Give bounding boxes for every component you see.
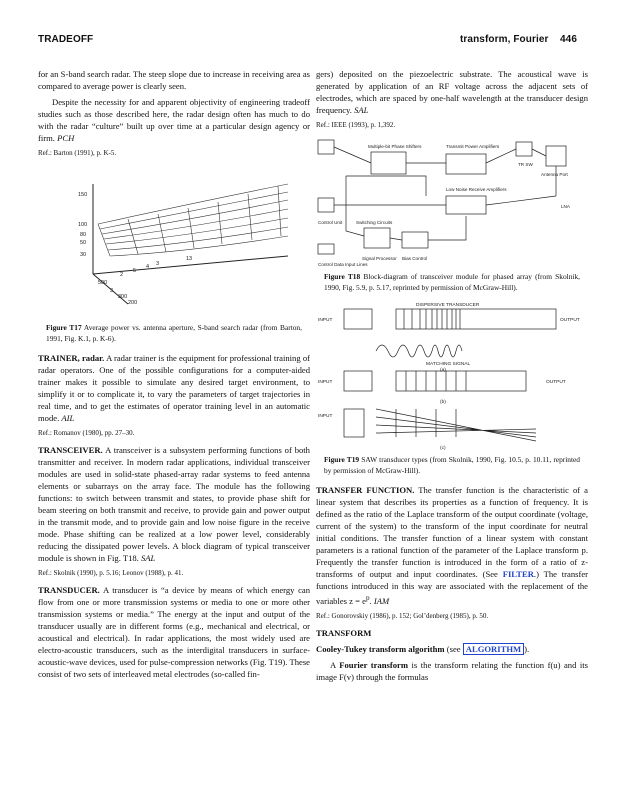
left-column (38, 68, 310, 684)
figure-t17-plot (38, 164, 310, 319)
author-initials: SAL (140, 553, 156, 563)
axis-label: 3 (156, 261, 160, 267)
running-head-title: transform, Fourier (460, 34, 549, 45)
entry-term: TRANSCEIVER. (38, 445, 103, 455)
caption-text: SAW transducer types (from Skolnik, 1990, Fig. 10.5, p. 10.11, reprinted by permission of McGraw-Hill). (324, 455, 581, 475)
axis-label: 2 (120, 272, 124, 278)
paragraph: for an S-band search radar. The steep slope due to increase in receiving area as compared to average power is clearly seen. (38, 69, 310, 91)
diagram-label: OUTPUT (560, 318, 580, 323)
diagram-label: LNA (561, 204, 570, 209)
axis-label: 3 (110, 288, 114, 294)
axis-label: 200 (128, 300, 138, 306)
reference: Ref.: Skolnik (1990), p. 5.16; Leonov (1988), p. 41. (38, 569, 184, 577)
running-head-right (460, 34, 577, 45)
page-number: 446 (560, 34, 577, 45)
diagram-label: Antenna Port (541, 172, 568, 177)
axis-label: 30 (80, 252, 87, 258)
figure-caption (324, 455, 580, 476)
entry-transfer-function (316, 484, 588, 607)
entry-cooley-tukey (316, 643, 588, 655)
entry-text: A radar trainer is the equipment for professional training of radar operators. One of the possible configurations for a computer-aided trainer makes it possible to simulate any desired target environment, to simplify it or to complicate it, to vary the parameters of target trajectories in real time, and to get the estimates of operator training level in an automatic mode. (38, 353, 310, 423)
entry-term: Fourier transform (339, 659, 408, 670)
diagram-label: Bias Control (402, 256, 428, 261)
diagram-label: DISPERSIVE TRANSDUCER (416, 303, 480, 308)
entry-transceiver (38, 444, 310, 564)
figure-t19-diagram (316, 301, 588, 451)
figure-caption (324, 272, 580, 293)
author-initials: PCH (57, 133, 75, 143)
axis-label: 5 (133, 268, 137, 274)
figure-t19 (316, 301, 588, 451)
caption-label: Figure T19 (324, 455, 360, 464)
entry-text: ). (524, 643, 530, 654)
algorithm-link[interactable]: ALGORITHM (463, 643, 524, 655)
paragraph-text: Despite the necessity for and apparent objectivity of engineering tradeoff studies such as those described here, the radar design often has much to do with the radar “culture” built up over time at a particular design agency or firm. (38, 97, 310, 143)
diagram-label: Transmit Power Amplifiers (446, 144, 500, 149)
entry-trainer (38, 352, 310, 424)
diagram-label: TR SW (518, 162, 533, 167)
diagram-label: Low Noise Receive Amplifiers (446, 187, 507, 192)
diagram-label: Signal Processor (362, 256, 397, 261)
paragraph (316, 68, 588, 116)
diagram-label: INPUT (318, 414, 333, 419)
reference: Ref.: IEEE (1993), p. 1,392. (316, 121, 396, 129)
axis-label: 50 (80, 240, 87, 246)
author-initials: AIL (61, 413, 75, 423)
diagram-label: INPUT (318, 380, 333, 385)
filter-link[interactable]: FILTER (502, 569, 534, 579)
entry-term: Cooley-Tukey transform algorithm (316, 643, 445, 654)
diagram-label: INPUT (318, 318, 333, 323)
axis-label: 500 (98, 280, 108, 286)
paragraph (38, 96, 310, 144)
axis-label: 4 (146, 264, 150, 270)
axis-label: 100 (78, 222, 88, 228)
caption-label: Figure T18 (324, 272, 361, 281)
axis-label: 300 (118, 294, 128, 300)
axis-label: 80 (80, 232, 87, 238)
entry-text: is the transform relating the function f(u) and its image F(v) through the formulas (316, 659, 589, 682)
entry-text: . (369, 595, 372, 606)
figure-t17 (38, 164, 310, 319)
superscript: p (365, 594, 370, 602)
entry-text: .) The transfer functions introduced in this way are associated with the replacement of the variables z = e (316, 569, 589, 606)
section-heading-transform: TRANSFORM (316, 627, 372, 638)
right-column (316, 68, 588, 687)
axis-label: 13 (186, 256, 193, 262)
diagram-label: MATCHING SIGNAL (426, 362, 471, 367)
figure-t18-diagram (316, 136, 588, 268)
entry-text: The transfer function is the characteristic of a linear system that describes its properties as a function of frequency. It is defined as the ratio of the Laplace transform of the output coordinate (voltage, current of the system) to the transform of the input coordinate for neutral initial conditions. The transfer function of a linear system with constant parameters is a rational function of the parameter of the Laplace transform p. Frequently the transfer function is introduced in the form of a ratio of z-transforms of output and input coordinates. (See (316, 485, 588, 579)
diagram-label: Multiple-bit Phase Shifters (368, 144, 422, 149)
caption-label: Figure T17 (46, 323, 82, 332)
author-initials: SAL (354, 105, 369, 115)
diagram-label: Switching Circuits (356, 220, 393, 225)
entry-term: TRANSFER FUNCTION. (316, 485, 415, 495)
diagram-label: Control Data Input Lines (318, 262, 368, 267)
author-initials: IAM (373, 595, 390, 606)
diagram-label: Control Unit (318, 220, 343, 225)
diagram-label: (a) (440, 368, 446, 373)
caption-text: Average power vs. antenna aperture, S-band search radar (from Barton, 1991, Fig. K.1, p. K-6). (46, 323, 302, 343)
diagram-label: (b) (440, 400, 446, 405)
diagram-label: OUTPUT (546, 380, 566, 385)
running-head-left: TRADEOFF (38, 34, 94, 45)
entry-term: TRANSDUCER. (38, 585, 100, 595)
entry-term: TRAINER, radar. (38, 353, 105, 363)
entry-fourier (316, 659, 588, 683)
figure-caption (46, 323, 302, 344)
entry-text: A transducer is “a device by means of which energy can flow from one or more transmission systems or media to one or more other transmission systems or media.” The energy at the input and output of the transducer usually are in different forms (e.g., mechanical and electrical, or acoustical and electrical). In radar applications, the most widely used are electro-acoustic transducers, such as the interdigital transducers in surface-acoustic-wave devices, used for pulse-compression networks (Fig. T19). These consist of two sets of interleaved metal electrodes (so-called fin- (38, 585, 310, 679)
figure-t18 (316, 136, 588, 268)
reference: Ref.: Romanov (1980), pp. 27–30. (38, 429, 135, 437)
entry-text: A (330, 659, 336, 670)
reference: Ref.: Gonorovskiy (1986), p. 152; Gol’denberg (1985), p. 50. (316, 611, 489, 620)
entry-text: (see (446, 643, 461, 654)
caption-text: Block-diagram of transceiver module for phased array (from Skolnik, 1990, Fig. 5.9, p. 5.17, reprinted by permission of McGraw-Hill). (324, 272, 580, 292)
entry-text: A transceiver is a subsystem performing functions of both transmitter and receiver. In modern radar applications, individual transceiver modules are used in solid-state phased-array radar systems to feed antenna elements or subarrays on the array face. The module has the following functions: to switch between transmit and states, to provide phase shift for beam steering on both transmit and receive, to provide gain and power output in the transmit mode, and to provide gain and low noise figure in the receive mode. Phase shifting can be realized at a low power level, considerably reducing the dissipated power levels. A block diagram of typical transceiver module is shown in Fig. T18. (38, 445, 310, 563)
entry-transducer (38, 584, 310, 680)
paragraph-text: gers) deposited on the piezoelectric substrate. The acoustical wave is generated by application of an RF voltage across the adjacent sets of electrodes, which are spaced by one-half wavelength at the transducer design frequency. (316, 69, 588, 115)
axis-label: 150 (78, 192, 88, 198)
diagram-label: (c) (440, 446, 446, 451)
reference: Ref.: Barton (1991), p. K-5. (38, 149, 117, 157)
